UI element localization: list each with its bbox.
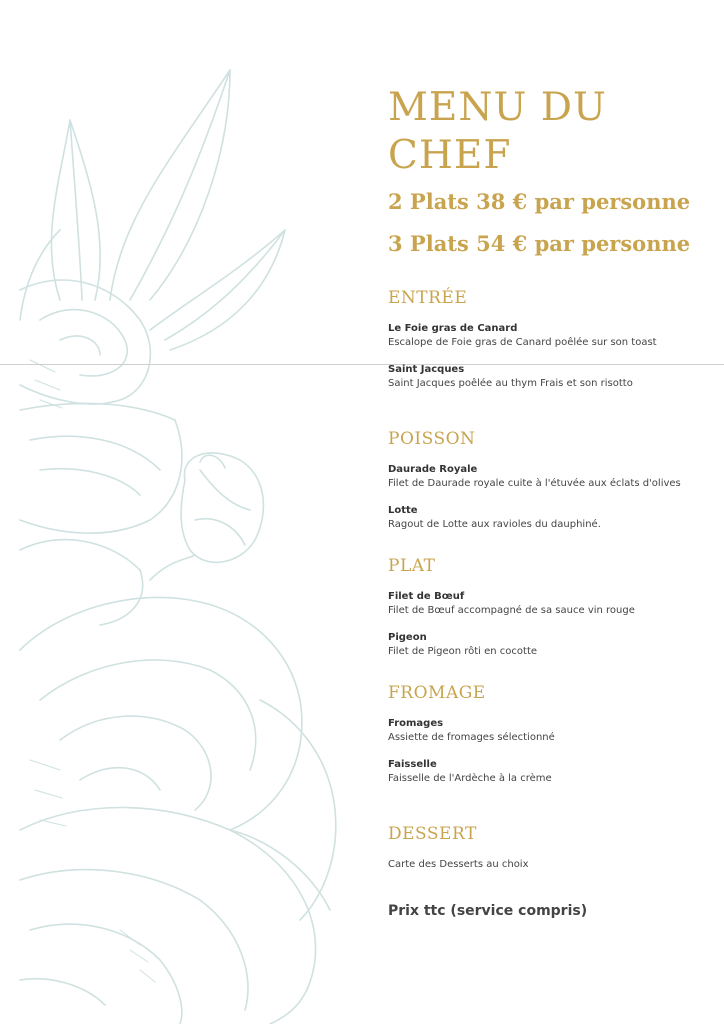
section-title: ENTRÉE xyxy=(388,288,468,308)
section-title: POISSON xyxy=(388,429,476,449)
section-title: FROMAGE xyxy=(388,683,486,703)
item-name: Le Foie gras de Canard xyxy=(388,323,518,334)
item-description: Saint Jacques poêlée au thym Frais et son risotto xyxy=(388,378,633,389)
menu-item xyxy=(388,504,681,532)
item-description: Filet de Daurade royale cuite à l'étuvée aux éclats d'olives xyxy=(388,478,681,489)
item-description: Filet de Bœuf accompagné de sa sauce vin rouge xyxy=(388,605,635,616)
section-title: DESSERT xyxy=(388,824,477,844)
menu-item xyxy=(388,717,555,745)
item-name: Daurade Royale xyxy=(388,464,478,475)
price-two-courses: 2 Plats 38 € par personne xyxy=(388,189,691,214)
item-name: Saint Jacques xyxy=(388,364,465,375)
menu-item xyxy=(388,758,555,786)
item-description: Filet de Pigeon rôti en cocotte xyxy=(388,646,538,657)
page-title xyxy=(388,84,648,180)
section-plat xyxy=(388,556,635,659)
title-line-1: MENU DU xyxy=(388,85,607,130)
menu-item xyxy=(388,322,657,350)
menu-content xyxy=(388,84,718,258)
item-description: Carte des Desserts au choix xyxy=(388,859,529,870)
item-name: Filet de Bœuf xyxy=(388,591,465,602)
menu-item xyxy=(388,363,657,391)
floral-illustration xyxy=(0,0,360,1024)
title-line-2: CHEF xyxy=(388,133,512,178)
menu-item xyxy=(388,858,529,872)
price-note: Prix ttc (service compris) xyxy=(388,903,588,919)
section-entree xyxy=(388,288,657,391)
item-name: Faisselle xyxy=(388,759,437,770)
price-three-courses: 3 Plats 54 € par personne xyxy=(388,231,691,256)
menu-item xyxy=(388,463,681,491)
item-description: Faisselle de l'Ardèche à la crème xyxy=(388,773,552,784)
item-description: Escalope de Foie gras de Canard poêlée sur son toast xyxy=(388,337,657,348)
item-name: Pigeon xyxy=(388,632,427,643)
item-description: Ragout de Lotte aux ravioles du dauphiné. xyxy=(388,519,601,530)
item-name: Fromages xyxy=(388,718,444,729)
section-poisson xyxy=(388,429,681,532)
menu-item xyxy=(388,590,635,618)
section-title: PLAT xyxy=(388,556,436,576)
item-name: Lotte xyxy=(388,505,418,516)
section-dessert xyxy=(388,824,529,872)
section-fromage xyxy=(388,683,555,786)
item-description: Assiette de fromages sélectionné xyxy=(388,732,555,743)
menu-item xyxy=(388,631,635,659)
